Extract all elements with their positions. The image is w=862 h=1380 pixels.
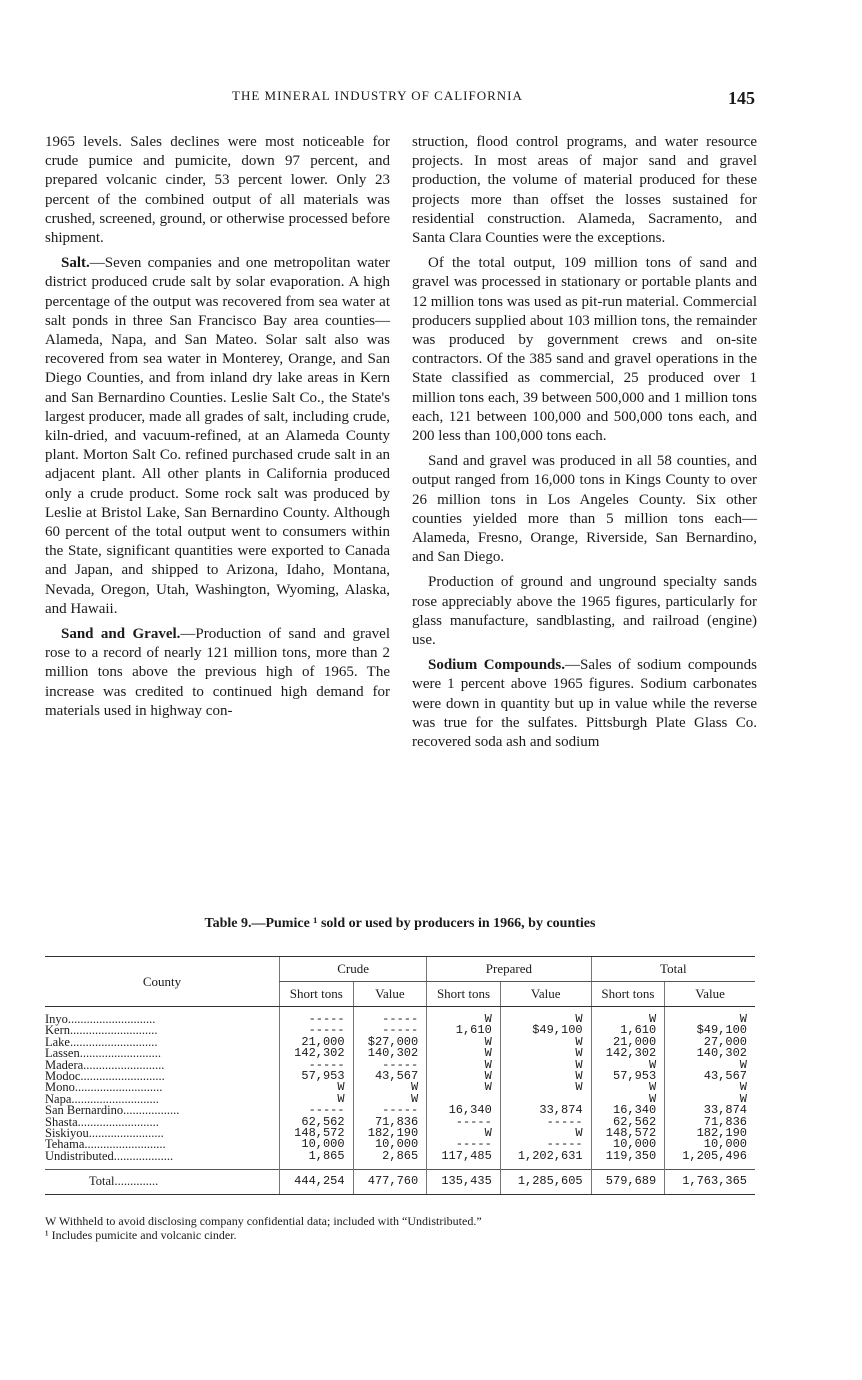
paragraph: Of the total output, 109 million tons of sand and gravel was processed in stationary or portable plants and 12 million tons was used as pit-run material. Commercial producers supplied about 103 million tons, the remainder was produced by government crews and on-site contractors. Of the 385 sand and gravel operations in the State classified as commercial, 25 produced over 1 million tons each, 39 between 500,000 and 1 million tons each, 121 between 100,000 and 500,000 tons each, and 200 less than 100,000 tons each. [412, 255, 757, 445]
total-short-tons-cell: 142,302 [591, 1048, 665, 1059]
county-cell: Modoc........................... [45, 1069, 165, 1084]
crude-value-cell: 140,302 [353, 1048, 427, 1059]
col-header-total-value: Value [665, 982, 755, 1007]
crude-short-tons-cell: ----- [280, 1007, 354, 1026]
page-number: 145 [728, 88, 755, 108]
county-cell: Tehama.......................... [45, 1137, 166, 1152]
crude-value-cell: 182,190 [353, 1128, 427, 1139]
total-value-cell: 27,000 [665, 1037, 755, 1048]
paragraph-sand-gravel [45, 625, 390, 721]
total-total-short-tons-cell: 579,689 [591, 1170, 665, 1194]
prepared-value-cell: W [500, 1048, 591, 1059]
right-column [412, 133, 757, 758]
county-cell: Inyo............................ [45, 1012, 156, 1026]
table-footnotes [45, 1214, 755, 1242]
table-title: Table 9.—Pumice ¹ sold or used by producers in 1966, by counties [204, 916, 596, 931]
prepared-value-cell: W [500, 1060, 591, 1071]
prepared-value-cell: W [500, 1128, 591, 1139]
crude-short-tons-cell: 21,000 [280, 1037, 354, 1048]
total-value-cell: W [665, 1082, 755, 1093]
col-header-crude-short-tons: Short tons [280, 982, 354, 1007]
total-short-tons-cell: 62,562 [591, 1117, 665, 1128]
crude-short-tons-cell: ----- [280, 1105, 354, 1116]
prepared-value-cell: 33,874 [500, 1105, 591, 1116]
salt-text: —Seven companies and one metropolitan water district produced crude salt by solar evaporation. A high percentage of the output was recovered from sea water at salt ponds in three San Francisco Bay area counties—Alameda, Napa, and San Mateo. Solar salt also was recovered from sea water in Monterey, Orange, and San Diego Counties, and from inland dry lake areas in Kern and San Bernardino Counties. Leslie Salt Co., the State's largest producer, made all grades of salt, including crude, kiln-dried, and vacuum-refined, at an Alameda County plant. Morton Salt Co. refined purchased crude salt in an adjacent plant. All other plants in California produced only a crude product. Some rock salt was produced by Leslie at Bristol Lake, San Bernardino County. Although 60 percent of the total output went to consumers within the State, significant quantities were exported to Canada and Japan, and shipped to Arizona, Idaho, Montana, Nevada, Oregon, Utah, Washington, Wyoming, Alaska, and Hawaii. [45, 255, 390, 617]
total-crude-value-cell: 477,760 [353, 1170, 427, 1194]
left-column [45, 133, 390, 727]
total-short-tons-cell: W [591, 1007, 665, 1026]
prepared-short-tons-cell: ----- [427, 1117, 501, 1128]
crude-short-tons-cell: ----- [280, 1025, 354, 1036]
total-value-cell: 140,302 [665, 1048, 755, 1059]
total-short-tons-cell: W [591, 1094, 665, 1105]
paragraph: 1965 levels. Sales declines were most noticeable for crude pumice and pumicite, down 97 percent, and prepared volcanic cinder, 53 percent lower. Only 23 percent of the combined output of all materials was crushed, screened, ground, or otherwise processed before shipment. [45, 134, 390, 247]
pumice-table [45, 956, 755, 1195]
total-value-cell: 43,567 [665, 1071, 755, 1082]
crude-value-cell: $27,000 [353, 1037, 427, 1048]
footnote-withheld: W Withheld to avoid disclosing company confidential data; included with “Undistributed.” [45, 1214, 482, 1228]
prepared-short-tons-cell: 1,610 [427, 1025, 501, 1036]
total-prepared-value-cell: 1,285,605 [500, 1170, 591, 1194]
county-cell: San Bernardino.................. [45, 1103, 180, 1118]
county-cell: Napa............................ [45, 1091, 159, 1106]
prepared-short-tons-cell: ----- [427, 1139, 501, 1150]
paragraph: struction, flood control programs, and water resource projects. In most areas of major sand and gravel production, the volume of material produced for these projects more than offset the losses sustained for residential construction. Alameda, Sacramento, and Santa Clara Counties were the exceptions. [412, 134, 757, 247]
crude-short-tons-cell: W [280, 1082, 354, 1093]
crude-short-tons-cell: W [280, 1094, 354, 1105]
table-row [45, 1151, 755, 1170]
section-heading-sand-gravel: Sand and Gravel. [61, 626, 181, 643]
crude-value-cell: 2,865 [353, 1151, 427, 1170]
crude-short-tons-cell: 1,865 [280, 1151, 354, 1170]
crude-value-cell: ----- [353, 1007, 427, 1026]
prepared-short-tons-cell: W [427, 1128, 501, 1139]
crude-short-tons-cell: 142,302 [280, 1048, 354, 1059]
total-short-tons-cell: 119,350 [591, 1151, 665, 1170]
county-cell: Kern............................ [45, 1023, 158, 1038]
total-value-cell: 33,874 [665, 1105, 755, 1116]
total-prepared-short-tons-cell: 135,435 [427, 1170, 501, 1194]
section-heading-sodium: Sodium Compounds. [428, 657, 565, 674]
prepared-value-cell: ----- [500, 1117, 591, 1128]
crude-short-tons-cell: 57,953 [280, 1071, 354, 1082]
crude-value-cell: ----- [353, 1025, 427, 1036]
total-short-tons-cell: 1,610 [591, 1025, 665, 1036]
col-group-total: Total [591, 957, 755, 982]
paragraph: Production of ground and unground specialty sands rose appreciably above the 1965 figures, particularly for glass manufacture, sandblasting, and railroad (engine) use. [412, 574, 757, 649]
total-value-cell: W [665, 1060, 755, 1071]
crude-value-cell: 43,567 [353, 1071, 427, 1082]
prepared-short-tons-cell: W [427, 1048, 501, 1059]
col-group-prepared: Prepared [427, 957, 591, 982]
sodium-text: —Sales of sodium compounds were 1 percent above 1965 figures. Sodium carbonates were down in quantity but up in value while the reverse was true for the sulfates. Pittsburgh Plate Glass Co. recovered soda ash and sodium [412, 657, 757, 751]
county-cell: Siskiyou........................ [45, 1126, 164, 1141]
county-cell: Undistributed................... [45, 1148, 174, 1163]
total-short-tons-cell: 16,340 [591, 1105, 665, 1116]
total-short-tons-cell: W [591, 1060, 665, 1071]
col-header-total-short-tons: Short tons [591, 982, 665, 1007]
running-head: THE MINERAL INDUSTRY OF CALIFORNIA [232, 88, 523, 103]
crude-value-cell: W [353, 1082, 427, 1093]
total-value-cell: 182,190 [665, 1128, 755, 1139]
prepared-value-cell: $49,100 [500, 1025, 591, 1036]
col-header-prepared-value: Value [500, 982, 591, 1007]
crude-value-cell: ----- [353, 1060, 427, 1071]
prepared-value-cell: W [500, 1037, 591, 1048]
table-total-row [45, 1170, 755, 1194]
total-short-tons-cell: 57,953 [591, 1071, 665, 1082]
prepared-value-cell: W [500, 1071, 591, 1082]
prepared-value-cell: W [500, 1082, 591, 1093]
crude-value-cell: W [353, 1094, 427, 1105]
total-label: Total.............. [45, 1170, 280, 1194]
prepared-short-tons-cell: 16,340 [427, 1105, 501, 1116]
prepared-short-tons-cell: 117,485 [427, 1151, 501, 1170]
total-value-cell: 71,836 [665, 1117, 755, 1128]
prepared-short-tons-cell: W [427, 1082, 501, 1093]
crude-short-tons-cell: ----- [280, 1060, 354, 1071]
total-value-cell: W [665, 1007, 755, 1026]
total-value-cell: W [665, 1094, 755, 1105]
prepared-value-cell: W [500, 1007, 591, 1026]
crude-short-tons-cell: 10,000 [280, 1139, 354, 1150]
sand-gravel-text: —Production of sand and gravel rose to a record of nearly 121 million tons, more than 2 million tons above the previous high of 1965. The increase was credited to continued high demand for materials used in highway con- [45, 626, 390, 719]
crude-short-tons-cell: 62,562 [280, 1117, 354, 1128]
table-body [45, 1007, 755, 1195]
footnote-1: ¹ Includes pumicite and volcanic cinder. [45, 1228, 237, 1242]
prepared-short-tons-cell: W [427, 1037, 501, 1048]
paragraph: Sand and gravel was produced in all 58 counties, and output ranged from 16,000 tons in Kings County to over 26 million tons in Los Angeles County. Six other counties yielded more than 5 million tons each—Alameda, Fresno, Orange, Riverside, San Bernardino, and San Diego. [412, 453, 757, 566]
county-cell: Madera.......................... [45, 1057, 165, 1072]
crude-value-cell: ----- [353, 1105, 427, 1116]
total-short-tons-cell: 21,000 [591, 1037, 665, 1048]
paragraph-sodium [412, 656, 757, 752]
col-group-crude: Crude [280, 957, 427, 982]
prepared-value-cell: ----- [500, 1139, 591, 1150]
county-cell: Shasta.......................... [45, 1114, 159, 1129]
total-value-cell: $49,100 [665, 1025, 755, 1036]
col-header-crude-value: Value [353, 982, 427, 1007]
total-crude-short-tons-cell: 444,254 [280, 1170, 354, 1194]
total-short-tons-cell: 148,572 [591, 1128, 665, 1139]
total-short-tons-cell: W [591, 1082, 665, 1093]
total-short-tons-cell: 10,000 [591, 1139, 665, 1150]
county-cell: Lassen.......................... [45, 1046, 161, 1061]
total-total-value-cell: 1,763,365 [665, 1170, 755, 1194]
prepared-short-tons-cell: W [427, 1060, 501, 1071]
prepared-value-cell: 1,202,631 [500, 1151, 591, 1170]
crude-value-cell: 10,000 [353, 1139, 427, 1150]
prepared-short-tons-cell: W [427, 1071, 501, 1082]
col-header-prepared-short-tons: Short tons [427, 982, 501, 1007]
col-header-county: County [45, 957, 280, 1007]
crude-short-tons-cell: 148,572 [280, 1128, 354, 1139]
total-value-cell: 1,205,496 [665, 1151, 755, 1170]
section-heading-salt: Salt. [61, 255, 90, 272]
crude-value-cell: 71,836 [353, 1117, 427, 1128]
county-cell: Lake............................ [45, 1034, 158, 1049]
county-cell: Mono............................ [45, 1080, 163, 1095]
prepared-short-tons-cell: W [427, 1007, 501, 1026]
paragraph-salt [45, 254, 390, 619]
total-value-cell: 10,000 [665, 1139, 755, 1150]
